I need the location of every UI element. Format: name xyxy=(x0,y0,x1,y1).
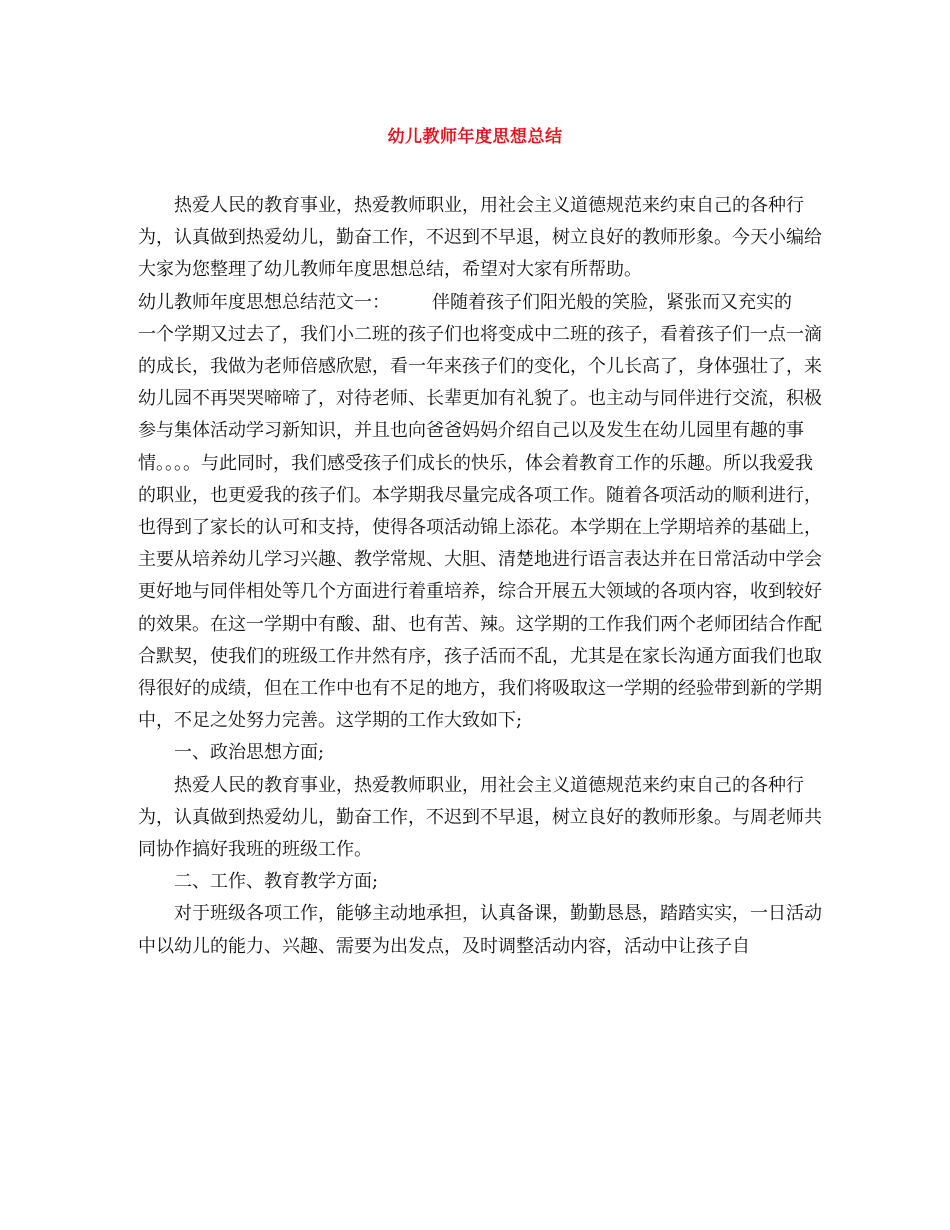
intro-paragraph: 热爱人民的教育事业，热爱教师职业，用社会主义道德规范来约束自己的各种行为，认真做到热爱幼儿，勤奋工作，不迟到不早退，树立良好的教师形象。今天小编给大家为您整理了幼儿教师年度思想总结，希望对大家有所帮助。 xyxy=(138,195,822,281)
sample-heading: 幼儿教师年度思想总结范文一： xyxy=(138,291,390,313)
section2-paragraph: 对于班级各项工作，能够主动地承担，认真备课，勤勤恳恳，踏踏实实，一日活动中以幼儿的能力、兴趣、需要为出发点，及时调整活动内容，活动中让孩子自 xyxy=(138,903,822,957)
section1-heading: 一、政治思想方面; xyxy=(174,742,325,764)
document-body xyxy=(138,190,828,963)
section1-paragraph: 热爱人民的教育事业，热爱教师职业，用社会主义道德规范来约束自己的各种行为，认真做到热爱幼儿，勤奋工作，不迟到不早退，树立良好的教师形象。与周老师共同协作搞好我班的班级工作。 xyxy=(138,774,822,861)
section2-heading: 二、工作、教育教学方面; xyxy=(174,871,379,893)
document-title: 幼儿教师年度思想总结 xyxy=(387,127,563,147)
main-body-paragraph: 一个学期又过去了，我们小二班的孩子们也将变成中二班的孩子，看着孩子们一点一滴的成长，我做为老师倍感欣慰，看一年来孩子们的变化，个儿长高了，身体强壮了，来幼儿园不再哭哭啼啼了，对待老师、长辈更加有礼貌了。也主动与同伴进行交流，积极参与集体活动学习新知识，并且也向爸爸妈妈介绍自己以及发生在幼儿园里有趣的事情。。。。与此同时，我们感受孩子们成长的快乐，体会着教育工作的乐趣。所以我爱我的职业，也更爱我的孩子们。本学期我尽量完成各项工作。随着各项活动的顺利进行，也得到了家长的认可和支持，使得各项活动锦上添花。本学期在上学期培养的基础上，主要从培养幼儿学习兴趣、教学常规、大胆、清楚地进行语言表达并在日常活动中学会更好地与同伴相处等几个方面进行着重培养，综合开展五大领域的各项内容，收到较好的效果。在这一学期中有酸、甜、也有苦、辣。这学期的工作我们两个老师团结合作配合默契，使我们的班级工作井然有序，孩子活而不乱，尤其是在家长沟通方面我们也取得很好的成绩，但在工作中也有不足的地方，我们将吸取这一学期的经验带到新的学期中，不足之处努力完善。这学期的工作大致如下; xyxy=(138,323,822,732)
sample-lead-text: 伴随着孩子们阳光般的笑脸，紧张而又充实的 xyxy=(432,291,792,313)
sample-heading-line xyxy=(138,287,828,319)
